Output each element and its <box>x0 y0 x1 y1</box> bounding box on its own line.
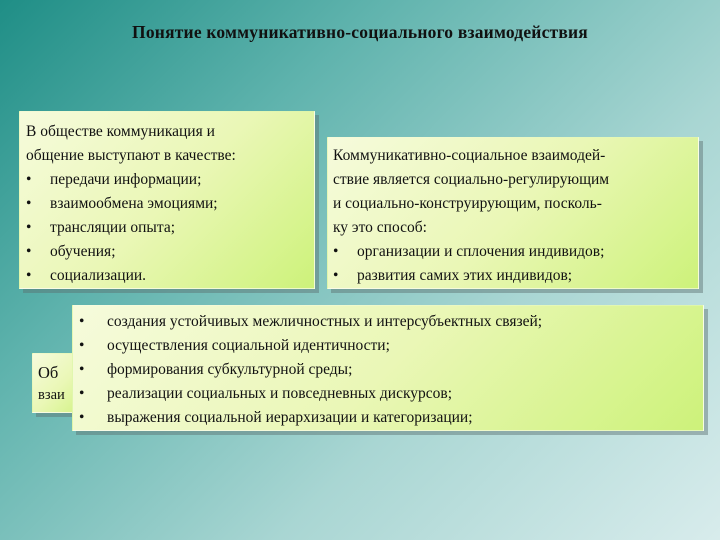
roles-list <box>26 168 308 288</box>
list-item-text: организации и сплочения индивидов; <box>357 243 605 260</box>
list-item-text: развития самих этих индивидов; <box>357 267 573 284</box>
obscured-panel-text <box>32 353 77 413</box>
list-item-text: взаимообмена эмоциями; <box>50 195 218 212</box>
bullet-icon: • <box>333 267 339 284</box>
definition-line: ствие является социально-регулирующим <box>333 171 610 188</box>
slide-title: Понятие коммуникативно-социального взаимодействия <box>132 22 588 42</box>
intro-line: общение выступают в качестве: <box>26 147 236 164</box>
intro-line: В обществе коммуникация и <box>26 123 215 140</box>
bullet-icon: • <box>26 219 32 236</box>
definition-line: и социально-конструирующим, посколь- <box>333 195 602 212</box>
list-item <box>26 264 308 288</box>
bullet-icon: • <box>26 171 32 188</box>
list-item-text: реализации социальных и повседневных дискурсов; <box>107 385 453 402</box>
functions-panel <box>72 305 704 431</box>
list-item <box>79 358 697 382</box>
list-item-text: выражения социальной иерархизации и категоризации; <box>107 409 473 426</box>
bullet-icon: • <box>79 409 85 426</box>
method-list <box>333 240 693 288</box>
definition-line: Коммуникативно-социальное взаимодей- <box>333 147 606 164</box>
bullet-icon: • <box>26 267 32 284</box>
list-item <box>26 240 308 264</box>
list-item-text: формирования субкультурной среды; <box>107 361 353 378</box>
communication-roles-panel <box>19 111 315 289</box>
interaction-definition-panel <box>327 137 699 289</box>
bullet-icon: • <box>79 385 85 402</box>
list-item <box>79 310 697 334</box>
functions-list <box>79 310 697 430</box>
bullet-icon: • <box>79 313 85 330</box>
bullet-icon: • <box>333 243 339 260</box>
obscured-line: Об <box>38 363 59 382</box>
list-item-text: трансляции опыта; <box>50 219 175 236</box>
bullet-icon: • <box>79 337 85 354</box>
list-item <box>79 406 697 430</box>
bullet-icon: • <box>26 195 32 212</box>
list-item-text: создания устойчивых межличностных и интерсубъектных связей; <box>107 313 543 330</box>
list-item <box>79 334 697 358</box>
list-item <box>79 382 697 406</box>
obscured-line: взаи <box>38 387 65 403</box>
list-item <box>26 192 308 216</box>
bullet-icon: • <box>79 361 85 378</box>
bullet-icon: • <box>26 243 32 260</box>
definition-line: ку это способ: <box>333 219 427 236</box>
list-item <box>26 216 308 240</box>
list-item-text: социализации. <box>50 267 147 284</box>
list-item <box>26 168 308 192</box>
list-item <box>333 240 693 264</box>
list-item-text: передачи информации; <box>50 171 202 188</box>
list-item-text: обучения; <box>50 243 116 260</box>
list-item-text: осуществления социальной идентичности; <box>107 337 390 354</box>
list-item <box>333 264 693 288</box>
